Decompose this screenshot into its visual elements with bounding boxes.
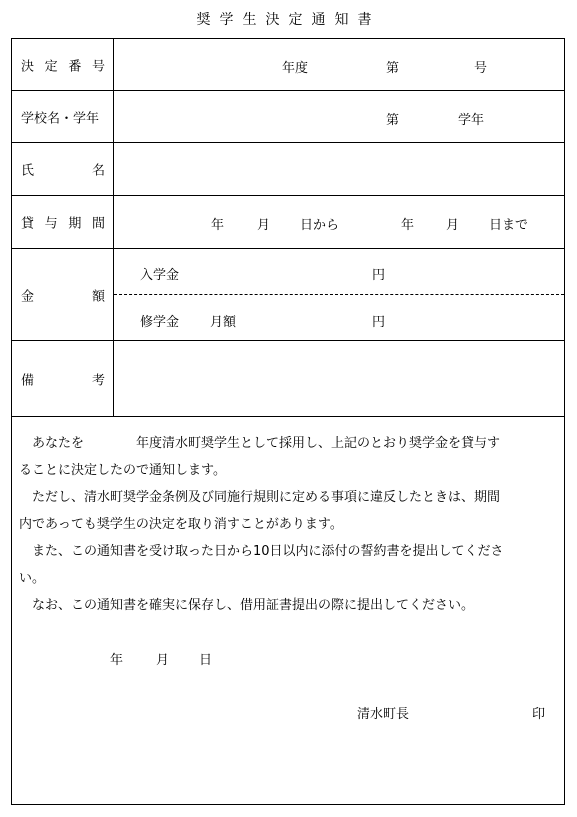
school-label: 学校名・学年 [12,91,114,142]
enrollment-label: 入学金 [140,268,180,283]
name-row [12,143,564,196]
document-title: 奨学生決定通知書 [196,12,381,28]
date-month: 月 [156,653,170,668]
name-label: 氏 名 [12,143,114,195]
start-month-text: 月 [257,218,271,233]
tuition-unit: 円 [372,315,386,330]
date-day: 日 [199,653,213,668]
mayor-title: 清水町長 [357,707,410,722]
start-year-text: 年 [211,218,225,233]
decision-number-label: 決 定 番 号 [12,39,114,90]
notice-line: なお、この通知書を確実に保存し、借用証書提出の際に提出してください。 [19,598,475,613]
date-year: 年 [110,653,124,668]
loan-period-field[interactable] [114,196,564,248]
monthly-label: 月額 [210,315,237,330]
notice-line: ただし、清水町奨学金条例及び同施行規則に定める事項に違反したときは、期間 [19,490,501,505]
end-day-text: 日まで [489,218,529,233]
notice-line: ることに決定したので通知します。 [19,463,226,478]
decision-number-field[interactable] [114,39,564,90]
notice-line: また、この通知書を受け取った日から10日以内に添付の誓約書を提出してくださ [19,544,504,559]
notice-line: あなたを 年度清水町奨学生として採用し、上記のとおり奨学金を貸与す [19,436,501,451]
remarks-field[interactable] [114,341,564,416]
start-day-text: 日から [300,218,340,233]
tuition-label: 修学金 [140,315,180,330]
grade-dai-text: 第 [386,113,400,128]
enrollment-unit: 円 [372,268,386,283]
notice-line: い。 [19,571,46,586]
amount-row [12,249,564,341]
remarks-label: 備 考 [12,341,114,416]
go-text: 号 [474,61,488,76]
seal-mark: 印 [532,707,546,722]
name-field[interactable] [114,143,564,195]
amount-field[interactable] [114,249,564,340]
end-month-text: 月 [446,218,460,233]
decision-number-row [12,39,564,91]
notice-body [19,430,556,619]
end-year-text: 年 [401,218,415,233]
amount-label: 金 額 [12,249,114,340]
remarks-row [12,341,564,417]
loan-period-label: 貸 与 期 間 [12,196,114,248]
loan-period-row [12,196,564,249]
grade-text: 学年 [458,113,485,128]
nendo-text: 年度 [282,61,309,76]
dai-text: 第 [386,61,400,76]
school-field[interactable] [114,91,564,142]
notice-form [11,38,565,805]
school-row [12,91,564,143]
notice-line: 内であっても奨学生の決定を取り消すことがあります。 [19,517,343,532]
